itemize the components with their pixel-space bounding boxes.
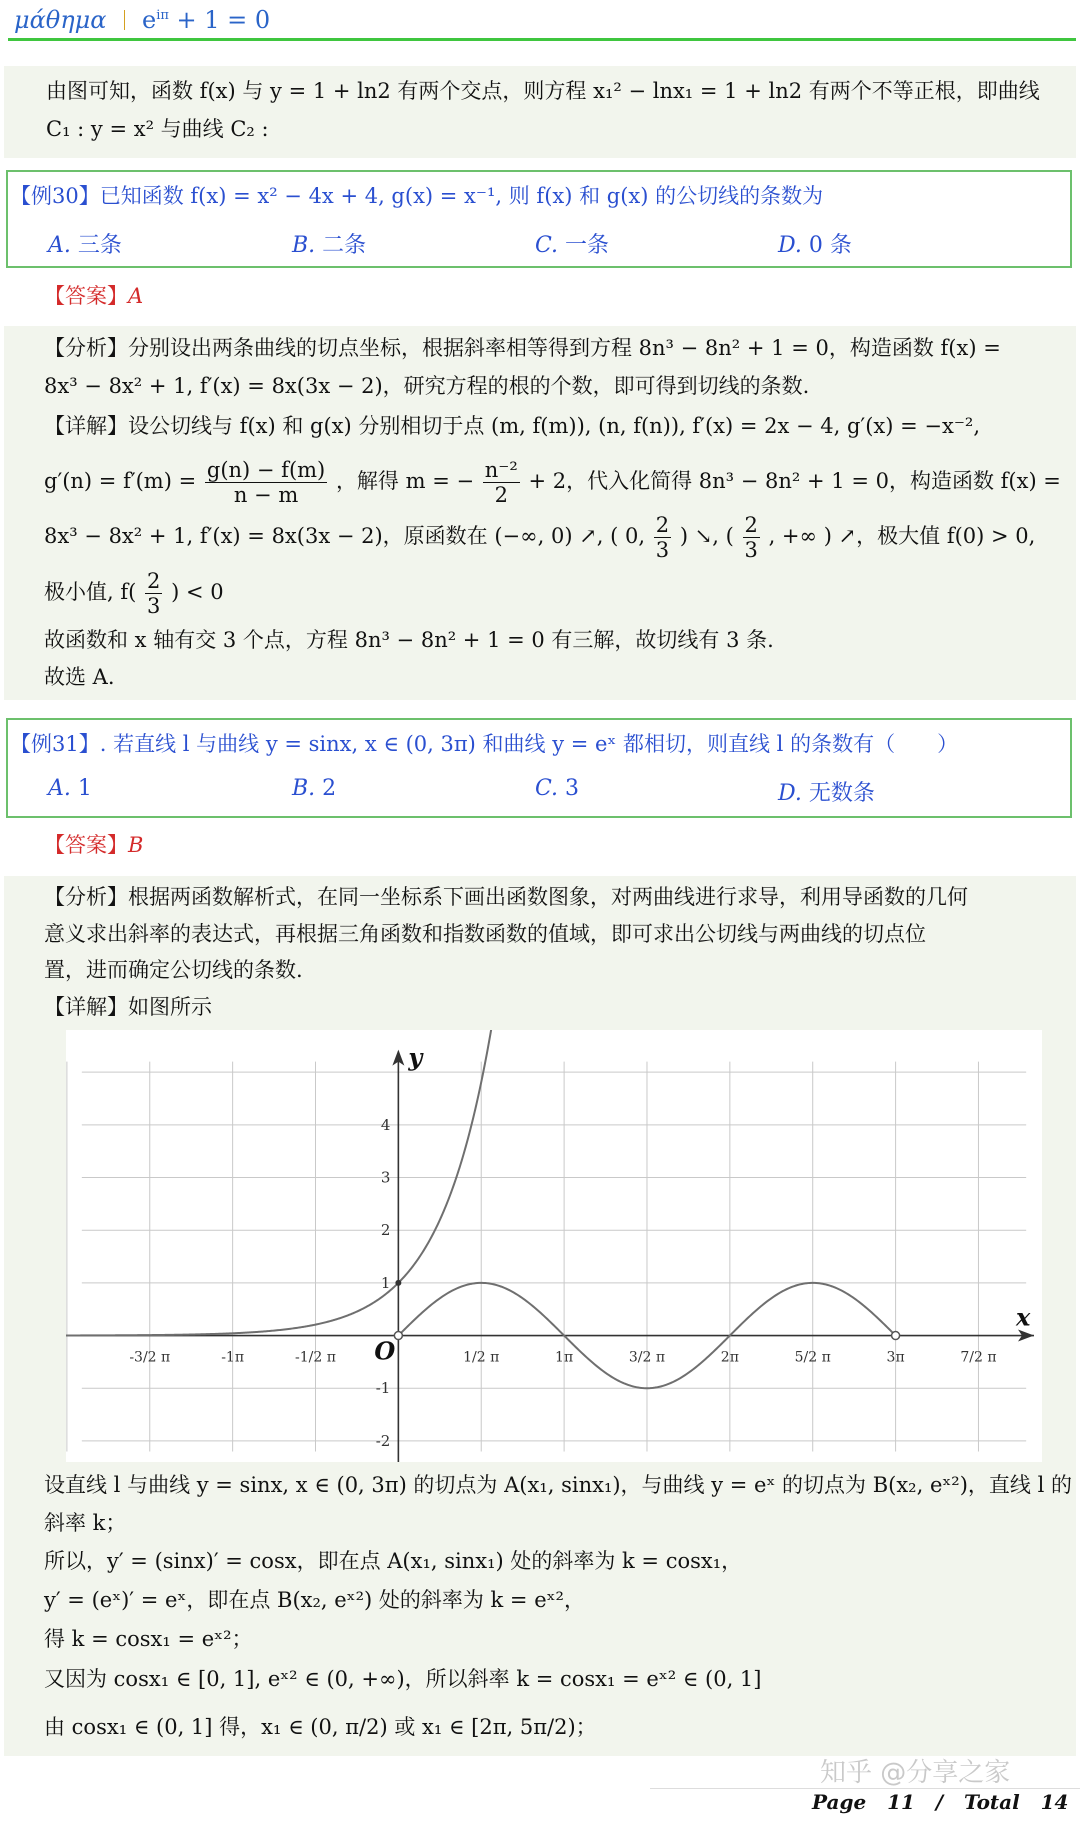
example-30-answer: 【答案】A xyxy=(44,284,144,308)
y-tick-label: 4 xyxy=(380,1115,391,1134)
header-rule xyxy=(8,38,1076,41)
y-tick-label: 3 xyxy=(380,1168,391,1187)
example-30-detail-line-5: 故函数和 x 轴有交 3 个点，方程 8n³ − 8n² + 1 = 0 有三解，故切线有 3 条. xyxy=(44,628,774,652)
open-point-3pi xyxy=(892,1332,900,1340)
x-tick-label: 3/2 π xyxy=(628,1349,666,1366)
example-31-after-line-3: 所以，y′ = (sinx)′ = cosx，即在点 A(x₁, sinx₁) 处的斜率为 k = cosx₁， xyxy=(44,1549,743,1573)
x-tick-label: 7/2 π xyxy=(960,1349,997,1366)
example-31-option-b: B. 2 xyxy=(292,776,337,801)
x-tick-label: -1/2 π xyxy=(295,1349,336,1366)
example-31-analysis-line-2: 意义求出斜率的表达式，再根据三角函数和指数函数的值域，即可求出公切线与两曲线的切点位 xyxy=(44,922,926,946)
x-tick-label: 1/2 π xyxy=(463,1349,500,1366)
brand-title: μάθημα xyxy=(14,6,107,34)
watermark: 知乎 @分享之家 xyxy=(820,1758,1011,1788)
intro-line-2: C₁ : y = x² 与曲线 C₂ : xyxy=(46,117,269,141)
page-header xyxy=(14,4,1074,40)
example-31-analysis-line-1: 【分析】根据两函数解析式，在同一坐标系下画出函数图象，对两曲线进行求导，利用导函数的几何 xyxy=(44,885,968,909)
example-31-after-line-5: 得 k = cosx₁ = eˣ²； xyxy=(44,1627,253,1651)
point-0-1 xyxy=(395,1280,401,1286)
example-30-option-d: D. 0 条 xyxy=(778,233,852,258)
example-30-option-a: A. 三条 xyxy=(48,233,122,258)
example-30-question: 【例30】已知函数 f(x) = x² − 4x + 4, g(x) = x⁻¹, 则 f(x) 和 g(x) 的公切线的条数为 xyxy=(10,184,824,208)
y-tick-label: -2 xyxy=(375,1431,391,1450)
example-30-detail-line-2: g′(n) = f′(m) = $\frac{g(n) - f(m)}{n - m}$ ，解得 m = − $\frac{\text{n⁻²}}{2}$ + 2，代入化简得 8n³ − 8n² + 1 = 0，构造函数 f(x) = xyxy=(44,458,1061,507)
y-axis-label: y xyxy=(408,1042,423,1072)
x-tick-label: -3/2 π xyxy=(129,1349,171,1366)
example-30-detail-line-6: 故选 A. xyxy=(44,665,115,689)
x-axis-label: x xyxy=(1016,1302,1031,1332)
example-31-after-line-7: 由 cosx₁ ∈ (0, 1] 得，x₁ ∈ (0, π/2) 或 x₁ ∈ [2π, 5π/2)； xyxy=(44,1715,597,1739)
header-separator xyxy=(124,10,125,30)
x-tick-label: 2π xyxy=(720,1349,739,1366)
example-30-analysis-line-2: 8x³ − 8x² + 1, f′(x) = 8x(3x − 2)，研究方程的根的个数，即可得到切线的条数. xyxy=(44,374,810,398)
example-31-option-a: A. 1 xyxy=(48,776,92,801)
example-31-question: 【例31】. 若直线 l 与曲线 y = sinx, x ∈ (0, 3π) 和曲线 y = eˣ 都相切，则直线 l 的条数有（ ） xyxy=(10,732,959,756)
y-tick-label: 2 xyxy=(380,1221,391,1240)
example-30-option-c: C. 一条 xyxy=(535,233,610,258)
fraction-two-thirds: $\frac{2}{3}$ xyxy=(655,513,670,562)
example-31-option-d: D. 无数条 xyxy=(778,781,875,806)
example-31-detail-head: 【详解】如图所示 xyxy=(44,995,212,1019)
example-31-analysis-line-3: 置，进而确定公切线的条数. xyxy=(44,958,303,982)
example-31-option-c: C. 3 xyxy=(535,776,580,801)
example-31-after-line-6: 又因为 cosx₁ ∈ [0, 1], eˣ² ∈ (0, +∞)，所以斜率 k = cosx₁ = eˣ² ∈ (0, 1] xyxy=(44,1667,762,1691)
y-tick-label: -1 xyxy=(375,1379,391,1398)
example-31-answer: 【答案】B xyxy=(44,833,144,857)
example-30-detail-line-4: 极小值, f( $\frac{2}{3}$ ) < 0 xyxy=(44,569,224,618)
example-31-after-line-2: 斜率 k； xyxy=(44,1511,127,1535)
function-graph xyxy=(66,1030,1042,1462)
fraction-two-thirds-b: $\frac{2}{3}$ xyxy=(744,513,758,562)
fraction-n-2: $\frac{\text{n⁻²}}{2}$ xyxy=(484,458,518,507)
example-30-analysis-line-1: 【分析】分别设出两条曲线的切点坐标，根据斜率相等得到方程 8n³ − 8n² + 1 = 0，构造函数 f(x) = xyxy=(44,336,1001,360)
example-31-after-line-1: 设直线 l 与曲线 y = sinx, x ∈ (0, 3π) 的切点为 A(x₁, sinx₁)，与曲线 y = eˣ 的切点为 B(x₂, eˣ²)，直线 l 的 xyxy=(44,1473,1072,1497)
example-30-option-b: B. 二条 xyxy=(292,233,367,258)
x-tick-label: 5/2 π xyxy=(794,1349,831,1366)
page-indicator: Page 11 / Total 14 xyxy=(812,1790,1069,1814)
example-30-detail-line-3: 8x³ − 8x² + 1, f′(x) = 8x(3x − 2)，原函数在 (−∞, 0) ↗, ( 0, $\frac{2}{3}$ ) ↘, ( $\frac{2}{3}$ , +∞ ) ↗，极大值 f(0) > 0, xyxy=(44,513,1036,562)
x-tick-label: 1π xyxy=(555,1349,574,1366)
example-30-detail-line-1: 【详解】设公切线与 f(x) 和 g(x) 分别相切于点 (m, f(m)), (n, f(n)), f′(x) = 2x − 4, g′(x) = −x⁻², xyxy=(44,414,980,438)
x-tick-label: -1π xyxy=(221,1349,245,1366)
intro-line-1: 由图可知，函数 f(x) 与 y = 1 + ln2 有两个交点，则方程 x₁² − lnx₁ = 1 + ln2 有两个不等正根，即曲线 xyxy=(46,79,1040,103)
euler-formula: $e^{i\pi} + 1 = 0$ xyxy=(142,6,271,34)
y-tick-label: 1 xyxy=(380,1273,391,1292)
x-tick-label: 3π xyxy=(886,1349,905,1366)
footer-rule xyxy=(650,1788,1080,1789)
fraction-gn-fm: $\frac{g(n) - f(m)}{n - m}$ xyxy=(206,458,326,507)
origin-label: O xyxy=(374,1336,396,1366)
open-point-origin xyxy=(394,1332,402,1340)
fraction-two-thirds-c: $\frac{2}{3}$ xyxy=(147,569,161,618)
example-31-after-line-4: y′ = (eˣ)′ = eˣ，即在点 B(x₂, eˣ²) 处的斜率为 k = eˣ²， xyxy=(44,1588,585,1612)
